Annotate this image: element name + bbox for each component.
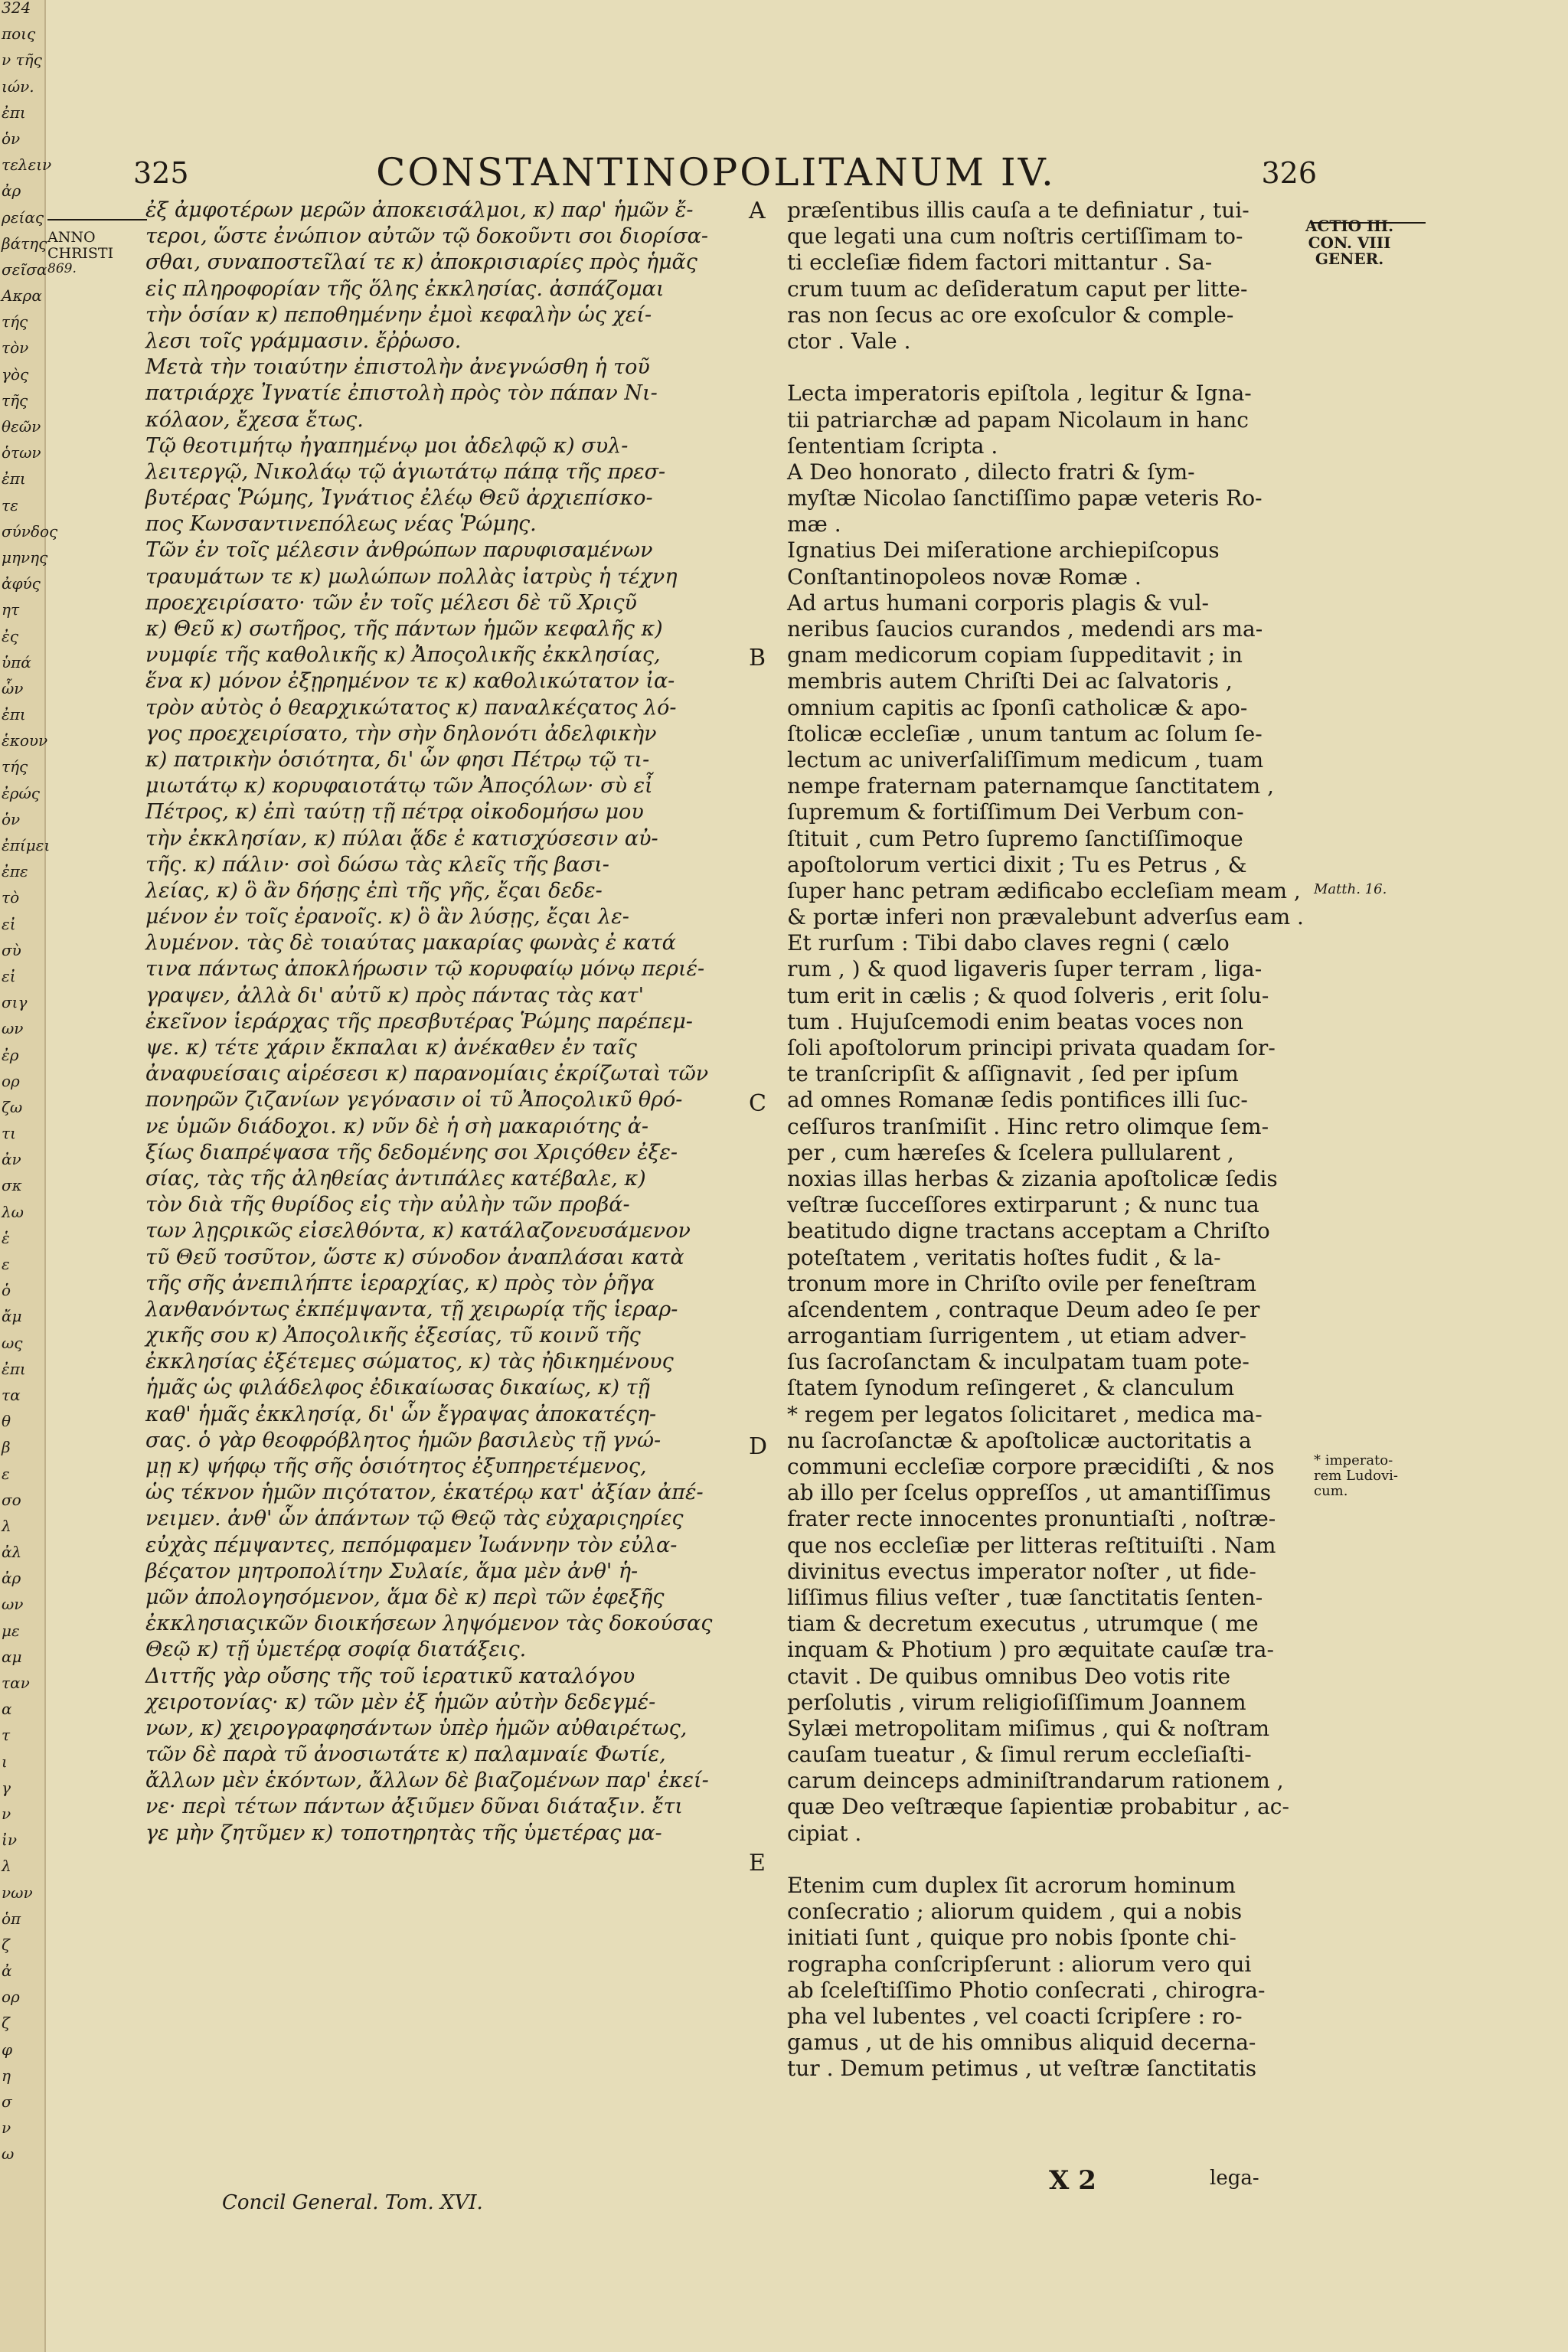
margin-note-imperatorem (1314, 1453, 1398, 1498)
previous-page-fragment: τής (2, 312, 28, 332)
anno-label: ANNO (47, 229, 96, 246)
greek-text-line: νυμφίε τῆς καθολικῆς κ) Ἀποςολικῆς ἐκκλησίας, (145, 643, 661, 668)
latin-text-line: tiam & decretum executus , utrumque ( me (787, 1611, 1259, 1637)
latin-text-line: ſoli apoſtolorum principi privata quadam ſor- (787, 1035, 1276, 1060)
latin-text-line: nempe fraternam paternamque ſanctitatem , (787, 773, 1275, 799)
latin-text-line: ſupremum & fortiſſimum Dei Verbum con- (787, 799, 1244, 825)
previous-page-fragment: ν (2, 2118, 11, 2138)
previous-page-fragment: ἀρ (2, 1569, 21, 1588)
previous-page-fragment: ω (2, 2145, 15, 2164)
latin-text-line: Ignatius Dei miſeratione archiepiſcopus (787, 537, 1220, 564)
greek-text-line: εἰς πληροφορίαν τῆς ὅλης ἐκκλησίας. ἀσπάζομαι (145, 276, 665, 301)
latin-text-line: A Deo honorato , dilecto fratri & ſym- (787, 459, 1195, 485)
previous-page-fragment: τε (2, 495, 18, 514)
latin-text-line: ti eccleſiæ fidem factori mittantur . Sa- (787, 250, 1213, 276)
latin-text-line: tronum more in Chriſto ovile per feneſtram (787, 1270, 1256, 1296)
latin-text-line: pha vel lubentes , vel coacti ſcripſere : ro- (787, 2003, 1243, 2029)
latin-text-line: lectum ac univerſaliſſimum medicum , tuam (787, 746, 1264, 773)
latin-text-line: & portæ inferi non prævalebunt adverſus eam . (787, 904, 1304, 930)
greek-text-line: Τῶν ἐν τοῖς μέλεσιν ἀνθρώπων παρυφισαμένων (145, 538, 653, 563)
previous-page-fragment: σὺ (2, 940, 21, 959)
greek-text-line: κ) πατρικὴν ὁσιότητα, δι' ὧν φησι Πέτρῳ τῷ τι- (145, 747, 650, 772)
previous-page-fragment: ζω (2, 1097, 23, 1116)
latin-text-line: præſentibus illis cauſa a te definiatur , tui- (787, 198, 1250, 223)
greek-text-line: τῆς σῆς ἀνεπιλήπτε ἱεραρχίας, κ) πρὸς τὸν ῥῆγα (145, 1271, 655, 1295)
previous-page-fragment: λ (2, 1857, 11, 1876)
greek-text-line: ψε. κ) τέτε χάριν ἔκπαλαι κ) ἀνέκαθεν ἐν ταῖς (145, 1036, 637, 1060)
latin-text-line: ſtolicæ eccleſiæ , unum tantum ac ſolum ſe- (787, 720, 1263, 746)
latin-text-line: perſolutis , virum religioſiſſimum Joannem (787, 1689, 1246, 1715)
greek-text-line: ἀναφυείσαις αἱρέσεσι κ) παρανομίαις ἐκρίζωταὶ τῶν (145, 1062, 709, 1086)
latin-text-line: Lecta imperatoris epiſtola , legitur & Igna- (787, 381, 1252, 407)
previous-page-fragment: αμ (2, 1647, 22, 1666)
greek-text-line: τὴν ἐκκλησίαν, κ) πύλαι ᾅδε ἐ κατισχύσεσιν αὐ- (145, 826, 658, 851)
previous-page-fragment: γὸς (2, 364, 29, 384)
greek-text-line: ἐκκλησιαςικῶν διοικήσεων ληψόμενον τὰς δοκούσας (145, 1612, 713, 1636)
latin-text-line: cauſam tueatur , & ſimul rerum eccleſiaſti- (787, 1742, 1252, 1768)
latin-text-line: frater recte innocentes pronuntiaſti , noſtræ- (787, 1506, 1276, 1532)
previous-page-edge (0, 0, 58, 2352)
greek-text-line: μῶν ἀπολογησόμενον, ἅμα δὲ κ) περὶ τῶν ἐφεξῆς (145, 1585, 665, 1609)
margin-note-line: rem Ludovi- (1314, 1467, 1398, 1484)
latin-text-line: veſtræ ſucceſſores extirparunt ; & nunc tua (787, 1192, 1259, 1218)
latin-text-line: Et rurſum : Tibi dabo claves regni ( cælo (787, 930, 1230, 956)
previous-page-fragment: βάτης (2, 234, 47, 253)
latin-text-line: nu ſacroſanctæ & apoſtolicæ auctoritatis a (787, 1427, 1252, 1453)
latin-text-line: ab ſceleſtiſſimo Photio conſecrati , chirogra- (787, 1977, 1266, 2003)
previous-page-fragment: ἀ (2, 1962, 12, 1981)
previous-page-fragment: σύνδος (2, 521, 58, 541)
greek-text-line: λυμένον. τὰς δὲ τοιαύτας μακαρίας φωνὰς ἐ κατά (145, 931, 676, 956)
previous-page-fragment: ἐπε (2, 862, 28, 881)
previous-page-fragment: ορ (2, 1071, 20, 1090)
latin-text-line: poteſtatem , veritatis hoſtes fudit , & la- (787, 1244, 1221, 1270)
latin-text-line: apoſtolorum vertici dixit ; Tu es Petrus , & (787, 851, 1247, 877)
previous-page-fragment: ζ (2, 1935, 10, 1954)
section-letter-d: D (749, 1433, 768, 1460)
page-number-left: 325 (133, 156, 189, 190)
greek-text-line: λείας, κ) ὃ ἂν δήσῃς ἐπὶ τῆς γῆς, ἔςαι δεδε- (145, 878, 603, 903)
running-title: CONSTANTINOPOLITANUM IV. (376, 150, 1056, 194)
latin-text-line: divinitus evectus imperator noſter , ut fide- (787, 1558, 1256, 1584)
latin-text-line: ceſſuros tranſmiſit . Hinc retro olimque ſem- (787, 1113, 1269, 1139)
latin-text-line: myſtæ Nicolao ſanctiſſimo papæ veteris Ro- (787, 485, 1263, 511)
previous-page-fragment: θεῶν (2, 417, 41, 436)
latin-text-line: ad omnes Romanæ ſedis pontifices illi ſuc- (787, 1087, 1248, 1113)
latin-text-line: tur . Demum petimus , ut veſtræ ſanctitatis (787, 2056, 1257, 2082)
greek-text-line: πατριάρχε Ἰγνατίε ἐπιστολὴ πρὸς τὸν πάπαν Νι- (145, 381, 658, 406)
previous-page-fragment: τ (2, 1726, 11, 1745)
previous-page-fragment: εἰ (2, 966, 16, 985)
greek-text-line: κ) Θεῦ κ) σωτῆρος, τῆς πάντων ἡμῶν κεφαλῆς κ) (145, 617, 663, 641)
previous-page-fragment: ποις (2, 24, 36, 44)
greek-text-line: σίας, τὰς τῆς ἀληθείας ἀντιπάλες κατέβαλε, κ) (145, 1166, 646, 1191)
greek-text-line: ἡμᾶς ὡς φιλάδελφος ἐδικαίωσας δικαίως, κ) τῇ (145, 1376, 650, 1400)
previous-page-fragment: β (2, 1438, 11, 1457)
greek-text-line: Θεῷ κ) τῇ ὑμετέρᾳ σοφίᾳ διατάξεις. (145, 1638, 527, 1662)
latin-text-line: conſecratio ; aliorum quidem , qui a nobis (787, 1899, 1243, 1925)
greek-text-line: χειροτονίας· κ) τῶν μὲν ἐξ ἡμῶν αὐτὴν δεδεγμέ- (145, 1690, 656, 1714)
previous-page-fragment: τὸ (2, 888, 20, 907)
actio-label: ACTIO III. (1305, 217, 1394, 235)
previous-page-fragment: λ (2, 1516, 11, 1535)
catchword: lega- (1210, 2167, 1259, 2190)
previous-page-fragment: ων (2, 1019, 24, 1038)
previous-page-fragment: α (2, 1700, 12, 1719)
latin-text-line: neribus ſaucios curandos , medendi ars ma- (787, 616, 1263, 642)
latin-text-line: quæ Deo veſtræque ſapientiæ probabitur , ac- (787, 1794, 1289, 1820)
greek-column (145, 198, 743, 1847)
latin-text-line: inquam & Photium ) pro æquitate cauſæ tra- (787, 1637, 1274, 1663)
previous-page-fragment: ι (2, 1752, 8, 1771)
previous-page-fragment: ὁν (2, 809, 21, 828)
greek-text-line: εὐχὰς πέμψαντες, πεπόμφαμεν Ἰωάννην τὸν εὐλα- (145, 1533, 678, 1557)
greek-text-line: των λῃςρικῶς εἰσελθόντα, κ) κατάλαζονευσάμενον (145, 1219, 691, 1243)
previous-page-fragment: ν τῆς (2, 51, 42, 70)
page-number-right: 326 (1261, 156, 1317, 190)
latin-text-line: initiati ſunt , quique pro nobis ſponte chi- (787, 1925, 1236, 1951)
latin-text-line: te tranſcripſit & aſſignavit , ſed per ipſum (787, 1061, 1239, 1087)
latin-text-line: liſſimus filius veſter , tuæ ſanctitatis ſenten- (787, 1584, 1263, 1610)
greek-text-line: νων, κ) χειρογραφησάντων ὑπὲρ ἡμῶν αὐθαιρέτως, (145, 1716, 688, 1740)
gener-label: GENER. (1315, 250, 1384, 269)
greek-text-line: γος προεχειρίσατο, τὴν σὴν δηλονότι ἀδελφικὴν (145, 721, 657, 746)
greek-text-line: λειτεργῷ, Νικολάῳ τῷ ἁγιωτάτῳ πάπᾳ τῆς πρεσ- (145, 459, 666, 484)
previous-page-fragment: σεῖσα (2, 260, 47, 279)
previous-page-fragment: ως (2, 1333, 23, 1352)
signature-line: Concil General. Tom. XVI. (222, 2191, 483, 2214)
latin-text-line: carum deinceps adminiſtrandarum rationem , (787, 1768, 1284, 1794)
greek-text-line: ἄλλων μὲν ἑκόντων, ἄλλων δὲ βιαζομένων παρ' ἐκεί- (145, 1769, 709, 1793)
latin-text-line: Ad artus humani corporis plagis & vul- (787, 590, 1210, 616)
greek-text-line: Πέτρος, κ) ἐπὶ ταύτῃ τῇ πέτρᾳ οἰκοδομήσω μου (145, 800, 644, 825)
latin-text-line: mæ . (787, 511, 841, 537)
previous-page-fragment: ν (2, 1804, 11, 1823)
previous-page-fragment: ἐπι (2, 103, 26, 122)
latin-text-line: ſuper hanc petram ædificabo eccleſiam meam , (787, 877, 1301, 903)
latin-text-line: que nos eccleſiæ per litteras reſtituiſti . Nam (787, 1532, 1276, 1558)
previous-page-fragment: λω (2, 1202, 24, 1221)
latin-text-line: noxias illas herbas & zizania apoſtolicæ ſedis (787, 1165, 1278, 1191)
signature-mark: X 2 (1049, 2165, 1096, 2196)
previous-page-fragment: τὸν (2, 338, 29, 358)
latin-text-line: crum tuum ac deſideratum caput per litte- (787, 276, 1248, 302)
previous-page-fragment: ρείας (2, 207, 44, 227)
latin-text-line: Conſtantinopoleos novæ Romæ . (787, 564, 1142, 590)
greek-text-line: σας. ὁ γὰρ θεοφρόβλητος ἡμῶν βασιλεὺς τῇ γνώ- (145, 1428, 662, 1452)
greek-text-line: τὸν διὰ τῆς θυρίδος εἰς τὴν αὐλὴν τῶν προβά- (145, 1193, 630, 1217)
latin-text-line: ctavit . De quibus omnibus Deo votis rite (787, 1663, 1231, 1689)
con-label: CON. VIII (1308, 233, 1391, 252)
previous-page-fragment: Ακρα (2, 286, 42, 305)
previous-page-fragment: ἄμ (2, 1307, 22, 1326)
previous-page-fragment: ἐς (2, 626, 18, 645)
section-letter-b: B (749, 645, 766, 671)
greek-text-line: τραυμάτων τε κ) μωλώπων πολλὰς ἰατρὺς ἡ τέχνη (145, 564, 678, 589)
previous-page-fragment: ὧν (2, 678, 24, 697)
latin-text-line: per , cum hæreſes & ſcelera pullularent , (787, 1139, 1234, 1165)
anno-christi-note (47, 230, 113, 276)
latin-text-line: que legati una cum noſtris certiſſimam to- (787, 224, 1243, 250)
latin-text-line: ras non ſecus ac ore exoſculor & comple- (787, 302, 1234, 328)
latin-text-line: ſus ſacroſanctam & inculpatam tuam pote- (787, 1349, 1250, 1375)
previous-page-fragment: ἰν (2, 1831, 17, 1850)
previous-page-fragment: ἐρώς (2, 783, 40, 802)
previous-page-fragment: ἀρ (2, 181, 21, 201)
latin-text-line: ſtatem ſynodum reſingeret , & clanculum (787, 1375, 1235, 1401)
greek-text-line: καθ' ἡμᾶς ἐκκλησίᾳ, δι' ὧν ἔγραψας ἀποκατέςη- (145, 1402, 657, 1426)
greek-text-line: μένον ἐν τοῖς ἐρανοῖς. κ) ὃ ἂν λύσῃς, ἔςαι λε- (145, 905, 629, 929)
previous-page-fragment: ἐπι (2, 469, 26, 488)
previous-page-fragment: ορ (2, 1988, 20, 2007)
latin-text-line: tum erit in cælis ; & quod ſolveris , erit ſolu- (787, 982, 1269, 1008)
greek-text-line: ὡς τέκνον ἡμῶν πιςότατον, ἑκατέρῳ κατ' ἀξίαν ἀπέ- (145, 1481, 704, 1505)
left-margin-rule (47, 219, 147, 220)
previous-page-fragment: ἀν (2, 1150, 21, 1169)
greek-text-line: τῶν δὲ παρὰ τῦ ἀνοσιωτάτε κ) παλαμναίε Φωτίε, (145, 1743, 666, 1767)
margin-note-line: cum. (1314, 1482, 1348, 1499)
greek-text-line: γε μὴν ζητῦμεν κ) τοποτηρητὰς τῆς ὑμετέρας μα- (145, 1821, 662, 1845)
greek-text-line: ἐκκλησίας ἐξέτεμες σώματος, κ) τὰς ἠδικημένους (145, 1350, 674, 1374)
previous-page-fragment: η (2, 2066, 11, 2085)
previous-page-fragment: σ (2, 2092, 12, 2111)
greek-text-line: τινα πάντως ἀποκλήρωσιν τῷ κορυφαίῳ μόνῳ περιέ- (145, 957, 705, 982)
latin-text-line: membris autem Chriſti Dei ac ſalvatoris , (787, 668, 1233, 694)
previous-page-fragment: σο (2, 1490, 21, 1509)
previous-page-fragment: τής (2, 757, 28, 776)
latin-text-line: gamus , ut de his omnibus aliquid decerna- (787, 2030, 1256, 2056)
previous-page-fragment: ἑ (2, 1228, 10, 1247)
greek-text-line: πος Κωνσαντινεπόλεως νέας Ῥώμης. (145, 512, 537, 537)
greek-text-line: κόλαον, ἔχεσα ἔτως. (145, 407, 364, 432)
greek-text-line: νε ὑμῶν διάδοχοι. κ) νῦν δὲ ἡ σὴ μακαριότης ἀ- (145, 1114, 648, 1138)
greek-text-line: χικῆς σου κ) Ἀποςολικῆς ἐξεσίας, τῦ κοινῦ τῆς (145, 1324, 641, 1348)
greek-text-line: βυτέρας Ῥώμης, Ἰγνάτιος ἐλέῳ Θεῦ ἀρχιεπίσκο- (145, 486, 653, 511)
greek-text-line: μιωτάτῳ κ) κορυφαιοτάτῳ τῶν Ἀποςόλων· σὺ εἶ (145, 774, 653, 799)
greek-text-line: ἕνα κ) μόνον ἐξῃρημένον τε κ) καθολικώτατον ἰα- (145, 669, 675, 694)
previous-page-fragment: ἐπι (2, 1359, 26, 1378)
latin-text-line: rographa conſcripſerunt : aliorum vero qui (787, 1951, 1252, 1977)
greek-text-line: προεχειρίσατο· τῶν ἐν τοῖς μέλεσι δὲ τῦ Χριςῦ (145, 590, 637, 615)
latin-text-line: Etenim cum duplex ſit acrorum hominum (787, 1873, 1236, 1898)
previous-page-fragment: ητ (2, 600, 20, 619)
previous-page-fragment: θ (2, 1412, 11, 1431)
previous-page-fragment: ἀφύς (2, 574, 41, 593)
latin-text-line: gnam medicorum copiam ſuppeditavit ; in (787, 642, 1243, 668)
previous-page-fragment: ιών. (2, 77, 34, 96)
previous-page-fragment: ε (2, 1464, 10, 1483)
previous-page-fragment: ἑκουν (2, 731, 48, 750)
previous-page-fragment: ὁν (2, 129, 21, 148)
latin-text-line: aſcendentem , contraque Deum adeo ſe per (787, 1296, 1260, 1322)
previous-page-fragment: νων (2, 1883, 33, 1902)
greek-text-line: βέςατον μητροπολίτην Συλαίε, ἅμα μὲν ἀνθ' ἡ- (145, 1559, 639, 1583)
previous-page-fragment: ζ (2, 2014, 10, 2033)
greek-text-line: μῃ κ) ψήφῳ τῆς σῆς ὁσιότητος ἐξυπηρετέμενος, (145, 1455, 647, 1478)
greek-text-line: ξίως διαπρέψασα τῆς δεδομένης σοι Χριςόθεν ἐξε- (145, 1140, 678, 1165)
latin-text-line: ab illo per ſcelus oppreſſos , ut amantiſſimus (787, 1480, 1272, 1506)
previous-page-fragment: γ (2, 1778, 11, 1797)
previous-page-fragment: με (2, 1621, 20, 1640)
greek-text-line: τῦ Θεῦ τοσῦτον, ὥστε κ) σύνοδον ἀναπλάσαι κατὰ (145, 1245, 684, 1269)
latin-text-line: ſententiam ſcripta . (787, 433, 998, 459)
previous-page-fragment: ταν (2, 1674, 30, 1692)
latin-text-line (787, 354, 1308, 381)
greek-text-line: Τῷ θεοτιμήτῳ ἠγαπημένῳ μοι ἀδελφῷ κ) συλ- (145, 433, 629, 458)
previous-page-fragment: ὁτων (2, 443, 41, 462)
actio-note (1305, 218, 1393, 268)
previous-page-fragment: τελειν (2, 155, 52, 175)
page-header (115, 150, 1317, 196)
previous-page-fragment: σκ (2, 1176, 22, 1195)
section-letter-a: A (749, 198, 766, 224)
latin-text-line: tum . Hujuſcemodi enim beatas voces non (787, 1008, 1244, 1034)
previous-page-fragment: ων (2, 1595, 24, 1614)
latin-column (787, 198, 1308, 2082)
latin-text-line: communi eccleſiæ corpore præcidiſti , & nos (787, 1454, 1275, 1479)
greek-text-line: ἐξ ἀμφοτέρων μερῶν ἀποκεισάλμοι, κ) παρ' ἡμῶν ἔ- (145, 198, 694, 222)
christi-label: CHRISTI (47, 244, 114, 262)
greek-text-line: τῆς. κ) πάλιν· σοὶ δώσω τὰς κλεῖς τῆς βασι- (145, 852, 609, 877)
previous-page-fragment: ἐπίμει (2, 836, 51, 854)
latin-text-line: Sylæi metropolitam miſimus , qui & noſtram (787, 1715, 1270, 1741)
latin-text-line: omnium capitis ac ſponſi catholicæ & apo- (787, 694, 1248, 720)
greek-text-line: πονηρῶν ζιζανίων γεγόνασιν οἱ τῦ Ἀποςολικῦ θρό- (145, 1088, 683, 1112)
previous-page-fragment: ε (2, 1255, 10, 1273)
greek-text-line: λεσι τοῖς γράμμασιν. ἔῤῥωσο. (145, 328, 462, 353)
previous-page-fragment: ὑπά (2, 652, 31, 671)
greek-text-line: τρὸν αὐτὸς ὁ θεαρχικώτατος κ) παναλκέςατος λό- (145, 695, 677, 720)
greek-text-line: Μετὰ τὴν τοιαύτην ἐπιστολὴν ἀνεγνώσθη ἡ τοῦ (145, 355, 650, 380)
previous-page-fragment: σιγ (2, 993, 28, 1012)
latin-text-line: * regem per legatos ſolicitaret , medica ma- (787, 1401, 1263, 1427)
latin-text-line: arrogantiam ſurrigentem , ut etiam adver- (787, 1323, 1247, 1349)
previous-page-fragment: ἐπι (2, 705, 26, 724)
previous-page-fragment: 324 (2, 0, 31, 17)
previous-page-fragment: τῆς (2, 390, 28, 410)
greek-text-line: γραψεν, ἀλλὰ δι' αὐτῦ κ) πρὸς πάντας τὰς κατ' (145, 983, 645, 1008)
greek-text-line: ἐκεῖνον ἱεράρχας τῆς πρεσβυτέρας Ῥώμης παρέπεμ- (145, 1009, 693, 1034)
latin-text-line: cipiat . (787, 1820, 862, 1846)
latin-text-line: rum , ) & quod ligaveris ſuper terram , liga- (787, 956, 1263, 982)
greek-text-line: λανθανόντως ἐκπέμψαντα, τῇ χειρωρίᾳ τῆς ἱεραρ- (145, 1297, 678, 1321)
previous-page-fragment: τα (2, 1385, 21, 1404)
previous-page-fragment: ὁπ (2, 1909, 21, 1928)
latin-text-line: ſtituit , cum Petro ſupremo ſanctiſſimoque (787, 825, 1243, 851)
greek-text-line: Διττῆς γὰρ οὔσης τῆς τοῦ ἱερατικῦ καταλόγου (145, 1664, 635, 1688)
latin-text-line (787, 1847, 1308, 1873)
latin-text-line: ctor . Vale . (787, 328, 911, 354)
latin-text-line: beatitudo digne tractans acceptam a Chriſto (787, 1218, 1270, 1244)
margin-note-matth: Matth. 16. (1314, 881, 1387, 897)
previous-page-fragment: τι (2, 1124, 16, 1143)
margin-note-line: * imperato- (1314, 1452, 1393, 1468)
greek-text-line: νειμεν. ἀνθ' ὧν ἁπάντων τῷ Θεῷ τὰς εὐχαριςηρίες (145, 1507, 684, 1531)
year-label: 869. (47, 260, 77, 276)
previous-page-fragment: ἐρ (2, 1045, 19, 1064)
greek-text-line: τὴν ὁσίαν κ) πεποθημένην ἐμοὶ κεφαλὴν ὡς χεί- (145, 302, 652, 327)
greek-text-line: τεροι, ὥστε ἐνώπιον αὐτῶν τῷ δοκοῦντι σοι διορίσα- (145, 224, 708, 249)
previous-page-fragment: ὁ (2, 1281, 11, 1300)
section-letter-c: C (749, 1090, 766, 1117)
previous-page-fragment: εἰ (2, 914, 16, 933)
previous-page-fragment: μηνης (2, 547, 48, 567)
previous-page-fragment: ἀλ (2, 1543, 22, 1562)
greek-text-line: νε· περὶ τέτων πάντων ἀξιῦμεν δῦναι διάταξιν. ἔτι (145, 1795, 683, 1819)
latin-text-line: tii patriarchæ ad papam Nicolaum in hanc (787, 407, 1249, 433)
section-letter-e: E (749, 1850, 766, 1877)
greek-text-line: σθαι, συναποστεῖλαί τε κ) ἀποκρισιαρίες πρὸς ἡμᾶς (145, 250, 697, 275)
previous-page-fragment: φ (2, 2040, 13, 2059)
